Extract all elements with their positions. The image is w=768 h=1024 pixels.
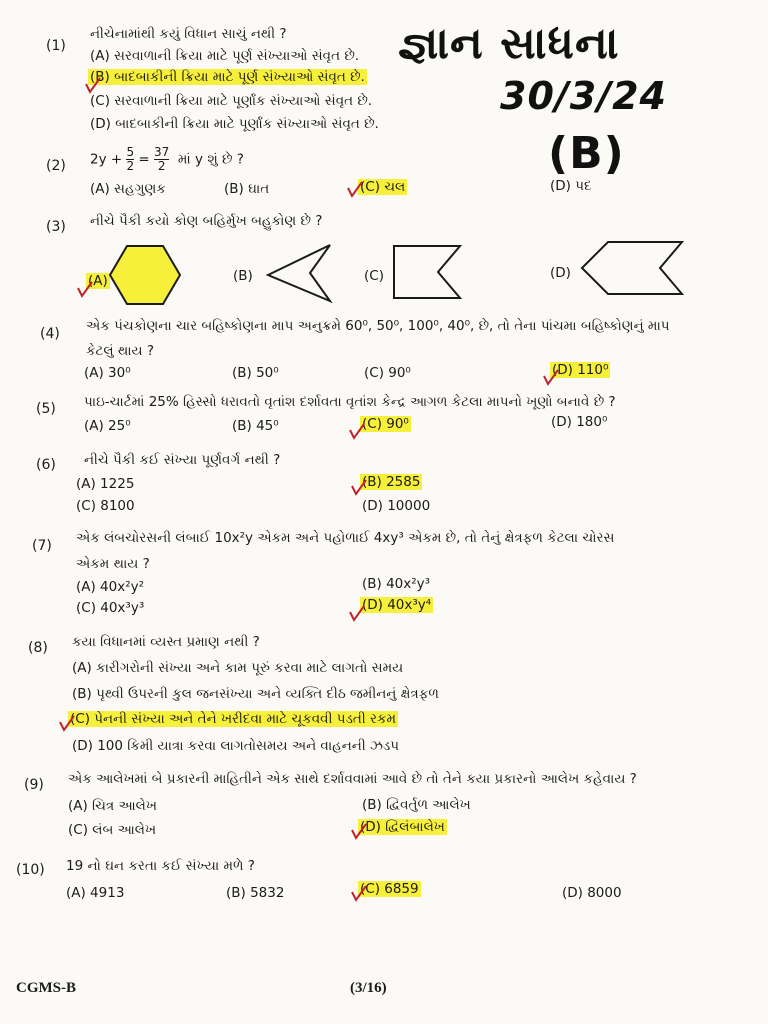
option: (C) [364,268,384,284]
option-highlighted: (B) 2585 [362,474,421,490]
question-number: (6) [36,457,56,473]
option-highlighted: (B) બાદબાકીની ક્રિયા માટે પૂર્ણ સંખ્યાઓ સંવૃત છે. [90,69,365,85]
check-mark-icon [352,824,366,838]
option-highlighted: (C) 6859 [360,881,419,897]
option-highlighted: (D) 40x³y⁴ [362,597,432,613]
fraction-denominator: 2 [157,159,166,173]
question-text: નીચેનામાંથી કયું વિધાન સાચું નથી ? [90,26,287,42]
question-number: (1) [46,38,66,54]
option: (B) 45⁰ [232,418,279,434]
question-text: એક આલેખમાં બે પ્રકારની માહિતીને એક સાથે દર્શાવવામાં આવે છે તો તેને કયા પ્રકારનો આલેખ કહેવાય ? [68,771,637,787]
option: (A) સહગુણક [90,181,166,197]
check-mark-icon [544,370,558,384]
option: (D) [550,265,571,281]
handwritten-title: જ્ઞાન સાધના [398,18,620,69]
option-highlighted: (C) ચલ [360,179,406,195]
question-number: (10) [16,862,45,878]
option: (B) દ્વિવર્તુળ આલેખ [362,797,471,813]
option: (C) 8100 [76,498,135,514]
option: (A) 25⁰ [84,418,131,434]
question-text: પાઇ-ચાર્ટમાં 25% હિસ્સો ધરાવતો વૃતાંશ દર્શાવતા વૃતાંશ કેન્દ્ર આગળ કેટલા માપનો ખૂણો બનાવે છે ? [84,394,616,410]
option: (A) 30⁰ [84,365,131,381]
question-number: (2) [46,158,66,174]
check-mark-icon [350,424,364,438]
handwritten-set: (B) [548,128,625,179]
check-mark-icon [60,716,74,730]
check-mark-icon [352,886,366,900]
question-text-continued: કેટલું થાય ? [86,343,155,359]
handwritten-date: 30/3/24 [500,74,667,118]
option: (A) ચિત્ર આલેખ [68,798,157,814]
check-mark-icon [352,480,366,494]
check-mark-icon [350,606,364,620]
question-text: કયા વિધાનમાં વ્યસ્ત પ્રમાણ નથી ? [72,634,260,650]
option: (D) બાદબાકીની ક્રિયા માટે પૂર્ણાંક સંખ્યાઓ સંવૃત છે. [90,116,379,132]
footer-code: CGMS-B [16,980,76,996]
option: (B) [233,268,253,284]
question-text: માં y શું છે ? [177,151,244,168]
question-number: (7) [32,538,52,554]
option: (A) 40x²y² [76,579,145,595]
fraction-denominator: 2 [126,159,135,173]
option-highlighted: (C) પેનની સંખ્યા અને તેને ખરીદવા માટે ચૂકવવી પડતી રકમ [70,711,397,727]
equation-lhs: 2y + [90,151,123,168]
option-highlighted: (A) [88,273,108,289]
question-number: (9) [24,777,44,793]
question-text: નીચે પૈકી કયો કોણ બહિર્મુખ બહુકોણ છે ? [90,213,323,229]
question-number: (4) [40,326,60,342]
option: (C) 40x³y³ [76,600,145,616]
option: (B) પૃથ્વી ઉપરની કુલ જનસંખ્યા અને વ્યક્તિ દીઠ જમીનનું ક્ષેત્રફળ [72,686,439,702]
check-mark-icon [78,282,92,296]
question-number: (5) [36,401,56,417]
question-text: એક લંબચોરસની લંબાઈ 10x²y એકમ અને પહોળાઈ 4xy³ એકમ છે, તો તેનું ક્ષેત્રફળ કેટલા ચોરસ [76,530,615,546]
question-text-continued: એકમ થાય ? [76,556,150,572]
option: (A) કારીગરોની સંખ્યા અને કામ પૂરું કરવા માટે લાગતો સમય [72,660,404,676]
option: (D) 180⁰ [551,414,608,430]
option: (A) 4913 [66,885,125,901]
option: (C) 90⁰ [364,365,411,381]
option: (C) લંબ આલેખ [68,822,157,838]
equals-sign: = [138,151,150,168]
option: (A) 1225 [76,476,135,492]
option: (B) 50⁰ [232,365,279,381]
option: (A) સરવાળાની ક્રિયા માટે પૂર્ણ સંખ્યાઓ સંવૃત છે. [90,48,360,64]
question-number: (3) [46,219,66,235]
fraction-numerator: 37 [154,145,170,159]
option: (C) સરવાળાની ક્રિયા માટે પૂર્ણાંક સંખ્યાઓ સંવૃત છે. [90,93,373,109]
question-text: 19 નો ઘન કરતા કઈ સંખ્યા મળે ? [66,858,255,874]
page-number: (3/16) [350,980,387,996]
option: (D) 10000 [362,498,431,514]
option: (D) 100 કિમી યાત્રા કરવા લાગતોસમય અને વાહનની ઝડપ [72,738,400,754]
option: (B) 40x²y³ [362,576,431,592]
option: (D) 8000 [562,885,622,901]
check-mark-icon [86,78,100,92]
option: (B) 5832 [226,885,285,901]
question-text: એક પંચકોણના ચાર બહિષ્કોણના માપ અનુક્રમે 60⁰, 50⁰, 100⁰, 40⁰, છે, તો તેના પાંચમા બહિષ્કોણનું માપ [86,318,670,334]
question-number: (8) [28,640,48,656]
option: (D) પદ [550,178,592,194]
question-text: નીચે પૈકી કઈ સંખ્યા પૂર્ણવર્ગ નથી ? [84,452,281,468]
option: (B) ઘાત [224,181,270,197]
option-highlighted: (D) 110⁰ [552,362,609,378]
fraction-numerator: 5 [126,145,135,159]
option-highlighted: (D) દ્વિલંબાલેખ [360,819,445,835]
check-mark-icon [348,182,362,196]
option-highlighted: (C) 90⁰ [362,416,409,432]
